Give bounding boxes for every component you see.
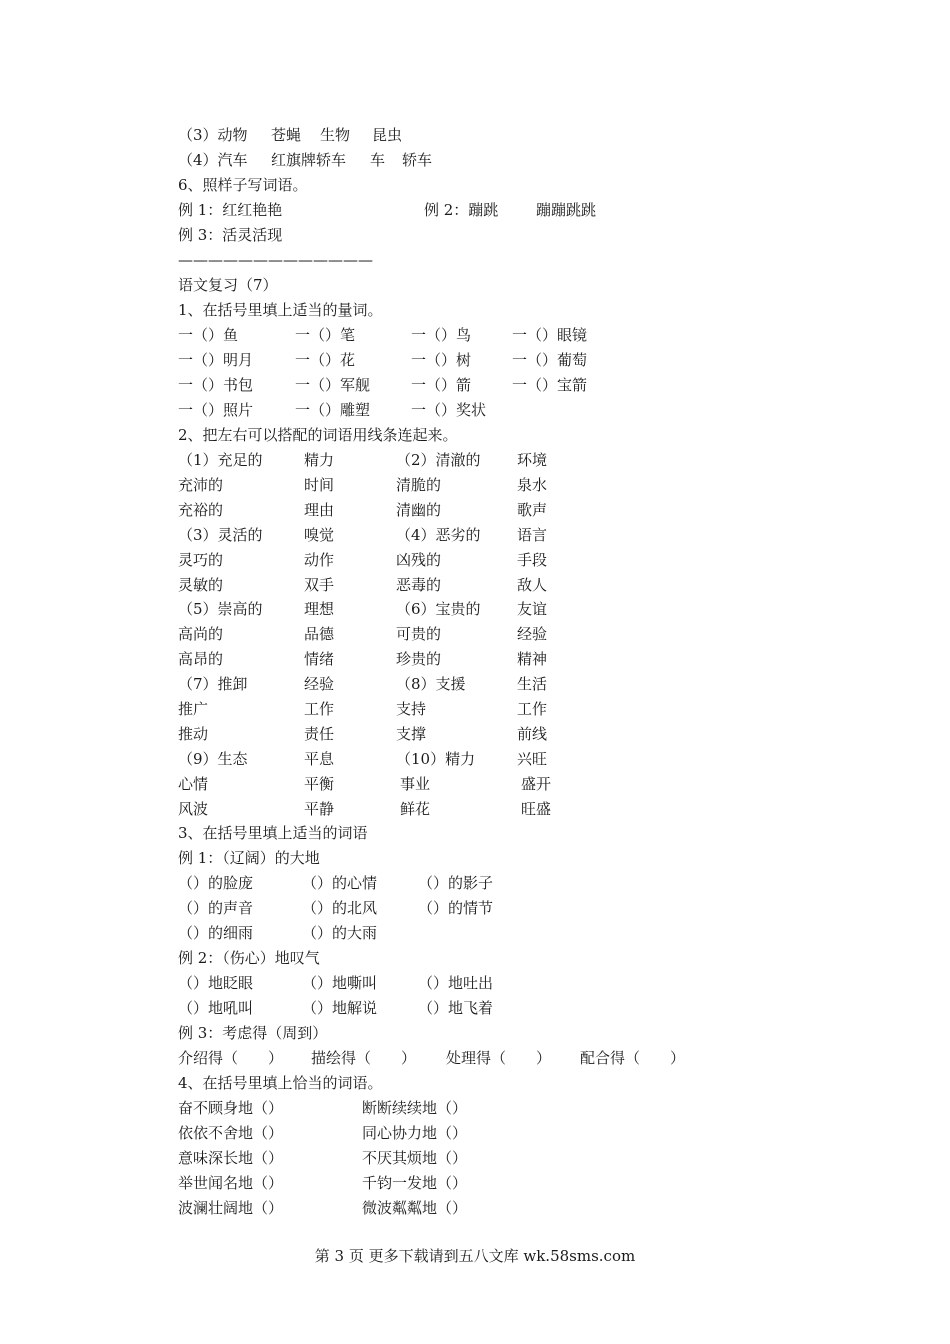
q2-word: 充裕的 <box>178 500 224 519</box>
q2-word: 珍贵的 <box>396 650 442 669</box>
q5-item-4-cell: （4）汽车 <box>178 151 248 169</box>
q4-cell: 千钧一发地（） <box>362 1174 468 1192</box>
q1-cell: 一（）树 <box>411 351 472 369</box>
q2-word: 前线 <box>517 724 548 743</box>
q2-word: 动作 <box>304 550 335 569</box>
q4-title: 4、在括号里填上恰当的词语。 <box>178 1074 383 1092</box>
q1-cell: 一（）明月 <box>178 351 254 369</box>
q6-example-1: 例 1：红红艳艳 <box>178 201 283 219</box>
q2-word: 清脆的 <box>396 475 442 494</box>
q2-word: （5）崇高的 <box>178 600 263 619</box>
q2-word: 高尚的 <box>178 625 224 644</box>
q2-word: 环境 <box>517 451 548 469</box>
q2-word: 平息 <box>304 749 335 768</box>
q1-cell: 一（）军舰 <box>295 376 371 394</box>
q1-cell: 一（）书包 <box>178 376 254 394</box>
q2-word: 泉水 <box>517 475 548 494</box>
q4-cell: 波澜壮阔地（） <box>178 1199 284 1217</box>
q2-word: 经验 <box>304 675 335 694</box>
q2-word: 兴旺 <box>517 749 548 768</box>
q2-word: 盛开 <box>521 774 552 793</box>
q3-cell: （）地解说 <box>302 999 378 1017</box>
q2-word: （1）充足的 <box>178 451 263 469</box>
q2-word: 风波 <box>178 799 209 818</box>
q3-example-2: 例 2：（伤心）地叹气 <box>178 949 320 967</box>
q2-word: 推动 <box>178 724 209 743</box>
q3-row <box>178 996 494 1020</box>
q3-cell: 描绘得（ ） <box>311 1049 417 1067</box>
q2-word: 生活 <box>517 675 548 694</box>
q2-word: 情绪 <box>304 650 335 669</box>
q3-example-3: 例 3：考虑得（周到） <box>178 1024 328 1042</box>
q2-word: 时间 <box>304 475 335 494</box>
q2-word: 歌声 <box>517 500 548 519</box>
q3-example-1: 例 1：（辽阔）的大地 <box>178 849 320 867</box>
q5-item-4-cell: 轿车 <box>402 151 433 169</box>
q3-cell: （）地眨眼 <box>178 974 254 992</box>
q1-row <box>178 348 588 372</box>
q3-row <box>178 1046 686 1070</box>
q3-cell: 介绍得（ ） <box>178 1049 284 1067</box>
q2-word: 精神 <box>517 650 548 669</box>
q2-word: 平静 <box>304 799 335 818</box>
q1-cell: 一（）眼镜 <box>512 326 588 344</box>
q2-word: （6）宝贵的 <box>396 600 481 619</box>
q4-cell: 举世闻名地（） <box>178 1174 284 1192</box>
q5-item-3-cell: 生物 <box>320 126 351 144</box>
q1-cell: 一（）照片 <box>178 401 254 419</box>
q2-word: 可贵的 <box>396 625 442 644</box>
q2-word: 灵敏的 <box>178 575 224 594</box>
q6-example-3: 例 3：活灵活现 <box>178 226 283 244</box>
q3-cell: （）地嘶叫 <box>302 974 378 992</box>
q2-word: （2）清澈的 <box>396 451 481 469</box>
q3-cell: （）的影子 <box>418 874 494 892</box>
q2-word: 嗅觉 <box>304 525 335 544</box>
q1-row <box>178 323 588 347</box>
q5-item-4 <box>178 148 433 172</box>
q1-cell: 一（）笔 <box>295 326 356 344</box>
q4-cell: 意味深长地（） <box>178 1149 284 1167</box>
q4-cell: 依依不舍地（） <box>178 1124 284 1142</box>
q2-word: （7）推卸 <box>178 675 248 694</box>
q3-cell: （）地飞着 <box>418 999 494 1017</box>
section-title: 语文复习（7） <box>178 276 278 294</box>
q6-example-2: 例 2：蹦跳 <box>424 201 499 219</box>
page-footer: 第 3 页 更多下载请到五八文库 wk.58sms.com <box>314 1247 636 1265</box>
q2-word: 理想 <box>304 600 335 619</box>
q2-word: 恶毒的 <box>396 575 442 594</box>
q2-word: 灵巧的 <box>178 550 224 569</box>
q3-cell: 处理得（ ） <box>446 1049 552 1067</box>
q1-cell: 一（）花 <box>295 351 356 369</box>
q1-row <box>178 398 487 422</box>
q2-word: （9）生态 <box>178 749 248 768</box>
q2-word: 理由 <box>304 500 335 519</box>
q2-word: 工作 <box>517 700 548 718</box>
q2-word: 充沛的 <box>178 475 224 494</box>
q4-cell: 断断续续地（） <box>362 1099 468 1117</box>
q3-cell: （）的北风 <box>302 899 378 917</box>
q6-examples-row <box>178 198 597 222</box>
q2-word: 平衡 <box>304 774 335 793</box>
q2-word: 敌人 <box>517 575 548 594</box>
q1-cell: 一（）箭 <box>411 376 472 394</box>
q2-word: （3）灵活的 <box>178 525 263 544</box>
q2-word: 事业 <box>400 774 431 793</box>
q1-cell: 一（）奖状 <box>411 401 487 419</box>
q1-cell: 一（）雕塑 <box>295 401 371 419</box>
q1-row <box>178 373 588 397</box>
q2-word: （8）支援 <box>396 675 466 694</box>
q2-word: 推广 <box>178 700 209 718</box>
q3-cell: （）的情节 <box>418 899 494 917</box>
q2-word: 手段 <box>517 550 548 569</box>
q2-word: 凶残的 <box>396 550 442 569</box>
q2-word: 双手 <box>304 575 335 594</box>
q3-title: 3、在括号里填上适当的词语 <box>178 824 368 842</box>
divider: ————————————— <box>178 251 373 269</box>
q4-cell: 奋不顾身地（） <box>178 1099 284 1117</box>
q4-cell: 微波粼粼地（） <box>362 1199 468 1217</box>
q1-cell: 一（）鸟 <box>411 326 472 344</box>
q1-title: 1、在括号里填上适当的量词。 <box>178 301 383 319</box>
q3-cell: （）的心情 <box>302 874 378 892</box>
q2-word: 旺盛 <box>521 799 552 818</box>
q5-item-4-cell: 车 <box>370 151 386 169</box>
q1-cell: 一（）宝箭 <box>512 376 588 394</box>
q2-word: （10）精力 <box>396 749 476 768</box>
q2-word: 支持 <box>396 700 427 718</box>
q1-cell: 一（）鱼 <box>178 326 239 344</box>
q3-row <box>178 971 494 995</box>
q3-row <box>178 896 494 920</box>
q2-word: 工作 <box>304 700 335 718</box>
q2-word: 鲜花 <box>400 799 431 818</box>
q5-item-3 <box>178 123 403 147</box>
q5-item-4-cell: 红旗牌轿车 <box>271 151 347 169</box>
q5-item-3-cell: 苍蝇 <box>271 126 302 144</box>
q3-cell: （）地吐出 <box>418 974 494 992</box>
q2-word: 高昂的 <box>178 650 224 669</box>
q4-cell: 同心协力地（） <box>362 1124 468 1142</box>
q2-word: 品德 <box>304 625 335 644</box>
q5-item-3-cell: （3）动物 <box>178 126 248 144</box>
q3-row <box>178 871 494 895</box>
q1-cell: 一（）葡萄 <box>512 351 588 369</box>
q2-word: 心情 <box>178 774 209 793</box>
q2-word: 精力 <box>304 451 335 469</box>
q3-cell: （）的脸庞 <box>178 874 254 892</box>
q2-word: 支撑 <box>396 724 427 743</box>
q2-title: 2、把左右可以搭配的词语用线条连起来。 <box>178 426 458 444</box>
q5-item-3-cell: 昆虫 <box>372 126 403 144</box>
q3-row <box>178 921 378 945</box>
q3-cell: （）的大雨 <box>302 924 378 942</box>
q2-word: 经验 <box>517 625 548 644</box>
q3-cell: （）的声音 <box>178 899 254 917</box>
q2-word: （4）恶劣的 <box>396 525 481 544</box>
q2-word: 语言 <box>517 525 548 544</box>
q2-word: 友谊 <box>517 600 548 619</box>
q3-cell: （）的细雨 <box>178 924 254 942</box>
q3-cell: （）地吼叫 <box>178 999 254 1017</box>
q6-example-2-answer: 蹦蹦跳跳 <box>536 201 597 219</box>
q2-word: 清幽的 <box>396 500 442 519</box>
q4-cell: 不厌其烦地（） <box>362 1149 468 1167</box>
q2-word: 责任 <box>304 724 335 743</box>
q6-title: 6、照样子写词语。 <box>178 176 308 194</box>
q3-cell: 配合得（ ） <box>580 1049 686 1067</box>
